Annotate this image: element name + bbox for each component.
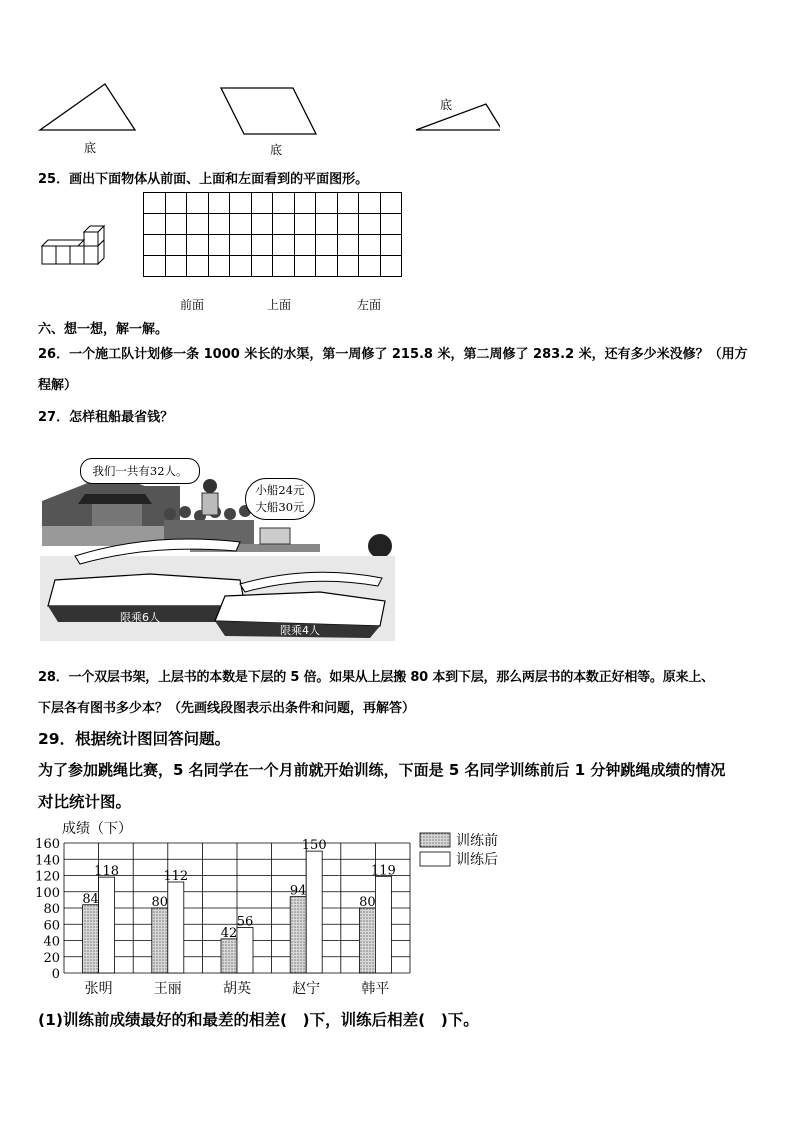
grid-cell: [251, 193, 273, 214]
q29-intro-line1: 为了参加跳绳比赛，5 名同学在一个月前就开始训练，下面是 5 名同学训练前后 1 分钟跳绳成绩的情况: [38, 761, 726, 779]
bar-before: [83, 905, 99, 973]
grid-row: [144, 193, 402, 214]
price-bubble: [245, 478, 315, 520]
grid-cell: [208, 235, 230, 256]
q27-text: 27．怎样租船最省钱？: [38, 410, 174, 425]
data-label-before: 84: [82, 891, 99, 907]
q28-line1: 28．一个双层书架，上层书的本数是下层的 5 倍。如果从上层搬 80 本到下层，那么两层书的本数正好相等。原来上、: [38, 670, 714, 685]
parallelogram: [221, 88, 316, 134]
grid-cell: [337, 235, 359, 256]
grid-cell: [144, 235, 166, 256]
boat-rental-illustration: [40, 456, 395, 641]
data-label-before: 80: [359, 895, 376, 910]
data-label-before: 42: [220, 925, 238, 941]
grid-cell: [273, 235, 295, 256]
q29-intro-line2: 对比统计图。: [38, 793, 132, 811]
grid-cell: [380, 256, 402, 277]
x-category-label: 张明: [84, 981, 113, 997]
data-label-after: 118: [94, 864, 120, 880]
x-category-label: 韩平: [361, 981, 390, 997]
grid-cell: [359, 214, 381, 235]
q29-sub1: (1)训练前成绩最好的和最差的相差( )下，训练后相差( )下。: [38, 1011, 479, 1029]
price-big-boat: 大船30元: [255, 500, 305, 514]
bar-before: [221, 939, 237, 973]
grid-cell: [316, 214, 338, 235]
legend-swatch-before: [420, 833, 450, 847]
bar-after: [306, 851, 322, 973]
grid-cell: [208, 214, 230, 235]
grid-cell: [187, 214, 209, 235]
grid-row: [144, 256, 402, 277]
drawing-grid: [143, 192, 402, 277]
data-label-after: 56: [236, 914, 254, 930]
grid-cell: [251, 256, 273, 277]
grid-cell: [294, 214, 316, 235]
speech-text: 我们一共有32人。: [92, 464, 188, 478]
base-label-2: 底: [270, 143, 283, 157]
grid-cell: [230, 256, 252, 277]
y-tick-label: 80: [43, 902, 60, 917]
grid-cell: [165, 193, 187, 214]
grid-cell: [359, 235, 381, 256]
grid-cell: [251, 214, 273, 235]
grid-cell: [165, 235, 187, 256]
legend-swatch-after: [420, 852, 450, 866]
bar-before: [290, 897, 306, 973]
grid-cell: [208, 193, 230, 214]
grid-cell: [380, 235, 402, 256]
grid-cell: [230, 193, 252, 214]
q26-line1: 26．一个施工队计划修一条 1000 米长的水渠，第一周修了 215.8 米，第二周修了 283.2 米，还有多少米没修？（用方: [38, 347, 748, 362]
q25-text: 25．画出下面物体从前面、上面和左面看到的平面图形。: [38, 172, 369, 187]
grid-cell: [187, 256, 209, 277]
bar-before: [359, 908, 375, 973]
shapes-row: [30, 78, 500, 158]
y-tick-label: 140: [35, 853, 60, 869]
bar-after: [99, 877, 115, 973]
grid-cell: [208, 256, 230, 277]
triangle-2: [416, 104, 500, 130]
y-tick-label: 120: [35, 869, 60, 885]
speech-bubble: [80, 458, 200, 484]
cube-stack-figure: [38, 220, 108, 270]
bar-after: [237, 928, 253, 974]
chart-ylabel: 成绩（下）: [62, 821, 132, 837]
legend-label-after: 训练后: [456, 852, 498, 868]
view-label-front: 前面: [180, 298, 205, 312]
legend-label-before: 训练前: [456, 833, 498, 849]
grid-cell: [380, 214, 402, 235]
grid-cell: [359, 256, 381, 277]
price-small-boat: 小船24元: [255, 483, 305, 497]
boat1-capacity-label: 限乘6人: [120, 611, 160, 624]
grid-cell: [273, 193, 295, 214]
y-tick-label: 40: [43, 934, 60, 950]
bar-after: [375, 876, 391, 973]
grid-cell: [337, 256, 359, 277]
q26-line2: 程解）: [38, 378, 78, 393]
data-label-after: 112: [163, 869, 189, 884]
grid-cell: [230, 235, 252, 256]
grid-cell: [337, 193, 359, 214]
grid-cell: [294, 193, 316, 214]
bar-chart: [30, 815, 520, 1000]
data-label-after: 150: [301, 838, 327, 854]
y-tick-label: 160: [35, 837, 60, 852]
x-category-label: 王丽: [153, 981, 182, 997]
view-label-left: 左面: [357, 298, 382, 312]
bar-before: [152, 908, 168, 973]
grid-cell: [251, 235, 273, 256]
base-label-1: 底: [84, 141, 97, 155]
grid-cell: [165, 214, 187, 235]
grid-cell: [187, 235, 209, 256]
data-label-after: 119: [370, 863, 396, 879]
grid-cell: [316, 235, 338, 256]
grid-cell: [144, 256, 166, 277]
q28-line2: 下层各有图书多少本？（先画线段图表示出条件和问题，再解答）: [38, 701, 416, 716]
grid-cell: [294, 235, 316, 256]
triangle-1: [40, 84, 135, 130]
y-tick-label: 100: [35, 885, 60, 901]
base-label-3: 底: [440, 98, 453, 112]
x-category-label: 赵宁: [292, 981, 321, 997]
grid-cell: [144, 193, 166, 214]
y-tick-label: 20: [43, 950, 60, 966]
grid-cell: [273, 256, 295, 277]
y-tick-label: 60: [43, 918, 60, 934]
grid-cell: [316, 256, 338, 277]
y-tick-label: 0: [51, 967, 60, 982]
grid-cell: [187, 193, 209, 214]
grid-cell: [144, 214, 166, 235]
boat2-capacity-label: 限乘4人: [280, 624, 320, 637]
grid-row: [144, 235, 402, 256]
q29-text: 29．根据统计图回答问题。: [38, 730, 231, 748]
grid-cell: [165, 256, 187, 277]
view-label-top: 上面: [267, 298, 292, 312]
data-label-before: 94: [289, 883, 307, 899]
grid-cell: [273, 214, 295, 235]
x-category-label: 胡英: [223, 981, 251, 997]
grid-row: [144, 214, 402, 235]
bar-after: [168, 882, 184, 973]
grid-cell: [359, 193, 381, 214]
grid-cell: [316, 193, 338, 214]
grid-cell: [294, 256, 316, 277]
grid-cell: [380, 193, 402, 214]
section-6-heading: 六、想一想，解一解。: [38, 322, 169, 337]
grid-cell: [230, 214, 252, 235]
grid-cell: [337, 214, 359, 235]
data-label-before: 80: [151, 895, 169, 910]
